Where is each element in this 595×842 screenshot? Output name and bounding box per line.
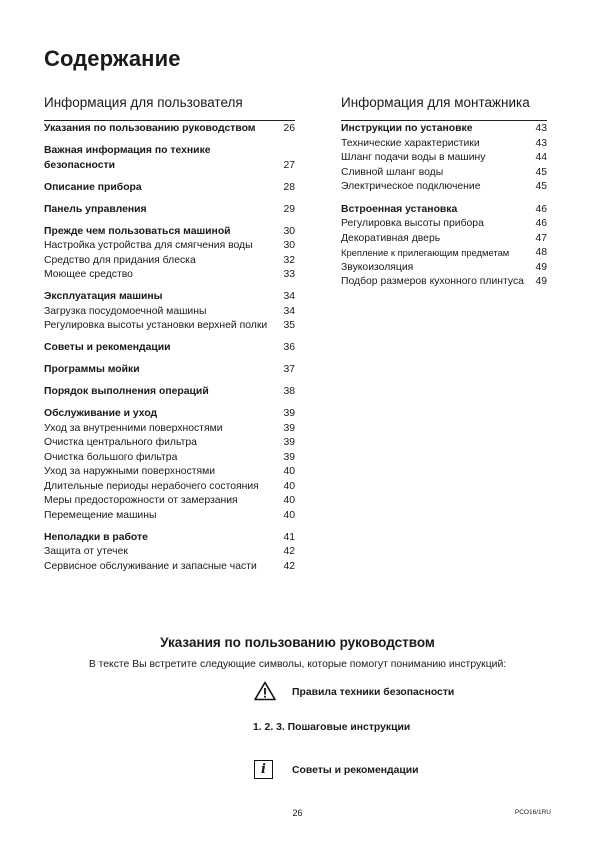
toc-entry-label: Моющее средство xyxy=(44,269,133,280)
toc-entry xyxy=(341,261,547,276)
toc-entry-label: Неполадки в работе xyxy=(44,531,148,543)
toc-page-number: 49 xyxy=(535,276,547,287)
toc-entry xyxy=(44,305,295,320)
toc-entry-label: Прежде чем пользоваться машиной xyxy=(44,225,231,237)
toc-entry-label: Электрическое подключение xyxy=(341,181,481,192)
toc-entry-label: Сливной шланг воды xyxy=(341,166,444,178)
toc-page-number: 28 xyxy=(283,181,295,193)
toc-entry-label: Шланг подачи воды в машину xyxy=(341,152,486,163)
toc-page-number: 45 xyxy=(535,166,547,178)
toc-page-number: 27 xyxy=(283,159,295,171)
toc-entry xyxy=(44,254,295,269)
toc-entry-label: Защита от утечек xyxy=(44,546,128,557)
installer-info-heading: Информация для монтажника xyxy=(341,95,530,110)
toc-page-number: 33 xyxy=(283,269,295,280)
toc-entry-label: Уход за внутренними поверхностями xyxy=(44,422,223,434)
toc-entry-label: Описание прибора xyxy=(44,181,142,193)
toc-page-number: 38 xyxy=(283,386,295,397)
toc-page-number: 30 xyxy=(283,225,295,237)
toc-entry-label: Эксплуатация машины xyxy=(44,291,163,302)
toc-entry-label: Звукоизоляция xyxy=(341,261,414,273)
divider xyxy=(341,120,547,121)
toc-entry xyxy=(341,151,547,166)
toc-section-heading xyxy=(44,341,295,356)
toc-entry-label: Обслуживание и уход xyxy=(44,408,158,419)
toc-page-number: 37 xyxy=(283,364,295,375)
toc-page-number: 39 xyxy=(283,408,295,419)
toc-section-heading xyxy=(44,144,295,173)
toc-page-number: 41 xyxy=(283,531,295,543)
toc-page-number: 36 xyxy=(283,342,295,353)
toc-section xyxy=(44,203,295,218)
info-i-icon: i xyxy=(254,760,273,779)
toc-entry-label: Советы и рекомендации xyxy=(44,342,171,353)
toc-entry-label: Подбор размеров кухонного плинтуса xyxy=(341,276,524,287)
toc-page-number: 26 xyxy=(283,123,295,134)
toc-entry xyxy=(44,545,295,560)
toc-entry-label: Настройка устройства для смягчения воды xyxy=(44,240,253,251)
toc-entry-label: Меры предосторожности от замерзания xyxy=(44,495,238,506)
warning-triangle-icon xyxy=(254,681,276,701)
toc-entry-label: Уход за наружными поверхностями xyxy=(44,466,216,477)
toc-section xyxy=(44,122,295,137)
toc-entry xyxy=(44,239,295,254)
toc-entry xyxy=(44,451,295,466)
toc-section xyxy=(44,181,295,196)
toc-section-heading xyxy=(44,363,295,378)
toc-section-heading xyxy=(44,290,295,305)
toc-section xyxy=(44,385,295,400)
toc-section xyxy=(341,203,547,290)
toc-entry xyxy=(341,217,547,232)
toc-page-number: 43 xyxy=(535,137,547,149)
toc-section xyxy=(44,225,295,283)
toc-page-number: 49 xyxy=(535,261,547,273)
toc-entry xyxy=(44,422,295,437)
toc-section-heading xyxy=(44,122,295,137)
toc-page-number: 44 xyxy=(535,152,547,163)
page-number: 26 xyxy=(292,808,303,818)
safety-rules-label: Правила техники безопасности xyxy=(292,687,455,698)
toc-page-number: 48 xyxy=(535,247,547,258)
toc-entry-label: Очистка большого фильтра xyxy=(44,451,178,463)
toc-section-heading xyxy=(341,122,547,137)
toc-section-heading xyxy=(44,385,295,400)
page-title: Содержание xyxy=(44,46,181,71)
toc-section-heading xyxy=(44,225,295,240)
toc-page-number: 40 xyxy=(283,480,295,492)
toc-page-number: 46 xyxy=(535,218,547,229)
toc-entry-label: Регулировка высоты прибора xyxy=(341,218,484,229)
toc-entry-label: Загрузка посудомоечной машины xyxy=(44,305,207,317)
toc-page-number: 43 xyxy=(535,123,547,134)
step-instructions-label: 1. 2. 3. Пошаговые инструкции xyxy=(253,722,411,733)
toc-page-number: 40 xyxy=(283,509,295,521)
toc-section xyxy=(44,531,295,575)
toc-page-number: 40 xyxy=(283,466,295,477)
toc-section xyxy=(44,407,295,523)
toc-page-number: 39 xyxy=(283,437,295,448)
toc-entry-label: Перемещение машины xyxy=(44,509,157,521)
toc-entry xyxy=(341,166,547,181)
toc-page-number: 39 xyxy=(283,422,295,434)
user-info-toc xyxy=(44,122,295,574)
toc-entry-label: Длительные периоды нерабочего состояния xyxy=(44,480,259,492)
toc-section-heading xyxy=(44,203,295,218)
user-info-heading: Информация для пользователя xyxy=(44,95,243,110)
toc-entry xyxy=(44,480,295,495)
user-info-column xyxy=(44,95,295,582)
toc-page-number: 29 xyxy=(283,203,295,215)
toc-entry xyxy=(44,436,295,451)
toc-entry-label: Инструкции по установке xyxy=(341,123,473,134)
toc-entry-label: Указания по пользованию руководством xyxy=(44,123,256,134)
toc-entry xyxy=(341,275,547,290)
installer-info-column xyxy=(341,95,547,298)
toc-entry-label: Очистка центрального фильтра xyxy=(44,437,197,448)
toc-entry xyxy=(341,246,547,261)
toc-entry-label: Средство для придания блеска xyxy=(44,254,196,266)
toc-section-heading xyxy=(44,181,295,196)
toc-entry-label: Сервисное обслуживание и запасные части xyxy=(44,560,257,572)
toc-entry xyxy=(44,465,295,480)
toc-entry-label: Программы мойки xyxy=(44,364,140,375)
toc-entry xyxy=(44,319,295,334)
toc-entry-label: Порядок выполнения операций xyxy=(44,386,209,397)
toc-entry-label: Встроенная установка xyxy=(341,203,458,215)
toc-page-number: 40 xyxy=(283,495,295,506)
toc-section-heading xyxy=(44,531,295,546)
toc-page-number: 39 xyxy=(283,451,295,463)
toc-section-heading xyxy=(44,407,295,422)
toc-section xyxy=(44,341,295,356)
document-code: PCO16/1RU xyxy=(514,809,551,816)
toc-page-number: 42 xyxy=(283,560,295,572)
toc-entry xyxy=(341,232,547,247)
toc-page-number: 42 xyxy=(283,546,295,557)
divider xyxy=(44,120,295,121)
installer-info-toc xyxy=(341,122,547,290)
toc-entry-label: Технические характеристики xyxy=(341,137,480,149)
toc-entry xyxy=(341,137,547,152)
toc-entry xyxy=(44,494,295,509)
toc-entry-label: Панель управления xyxy=(44,203,147,215)
toc-section xyxy=(44,363,295,378)
toc-page-number: 32 xyxy=(283,254,295,266)
toc-page-number: 45 xyxy=(535,181,547,192)
toc-entry xyxy=(44,509,295,524)
toc-section xyxy=(341,122,547,195)
guide-title: Указания по пользованию руководством xyxy=(160,635,435,650)
toc-page-number: 34 xyxy=(283,305,295,317)
guide-intro-text: В тексте Вы встретите следующие символы, которые помогут пониманию инструкций: xyxy=(88,659,507,670)
toc-entry xyxy=(44,560,295,575)
toc-page-number: 46 xyxy=(535,203,547,215)
toc-entry-label: Важная информация по технике безопасности xyxy=(44,145,211,171)
toc-page-number: 34 xyxy=(283,291,295,302)
toc-entry xyxy=(341,180,547,195)
toc-entry-label: Крепление к прилегающим предметам xyxy=(341,247,510,258)
toc-section-heading xyxy=(341,203,547,218)
toc-entry-label: Декоративная дверь xyxy=(341,232,441,244)
toc-section xyxy=(44,144,295,173)
toc-page-number: 35 xyxy=(283,320,295,331)
toc-section xyxy=(44,290,295,334)
toc-page-number: 30 xyxy=(283,240,295,251)
toc-entry-label: Регулировка высоты установки верхней полки xyxy=(44,320,268,331)
toc-entry xyxy=(44,268,295,283)
toc-page-number: 47 xyxy=(535,232,547,244)
tips-label: Советы и рекомендации xyxy=(292,765,419,776)
